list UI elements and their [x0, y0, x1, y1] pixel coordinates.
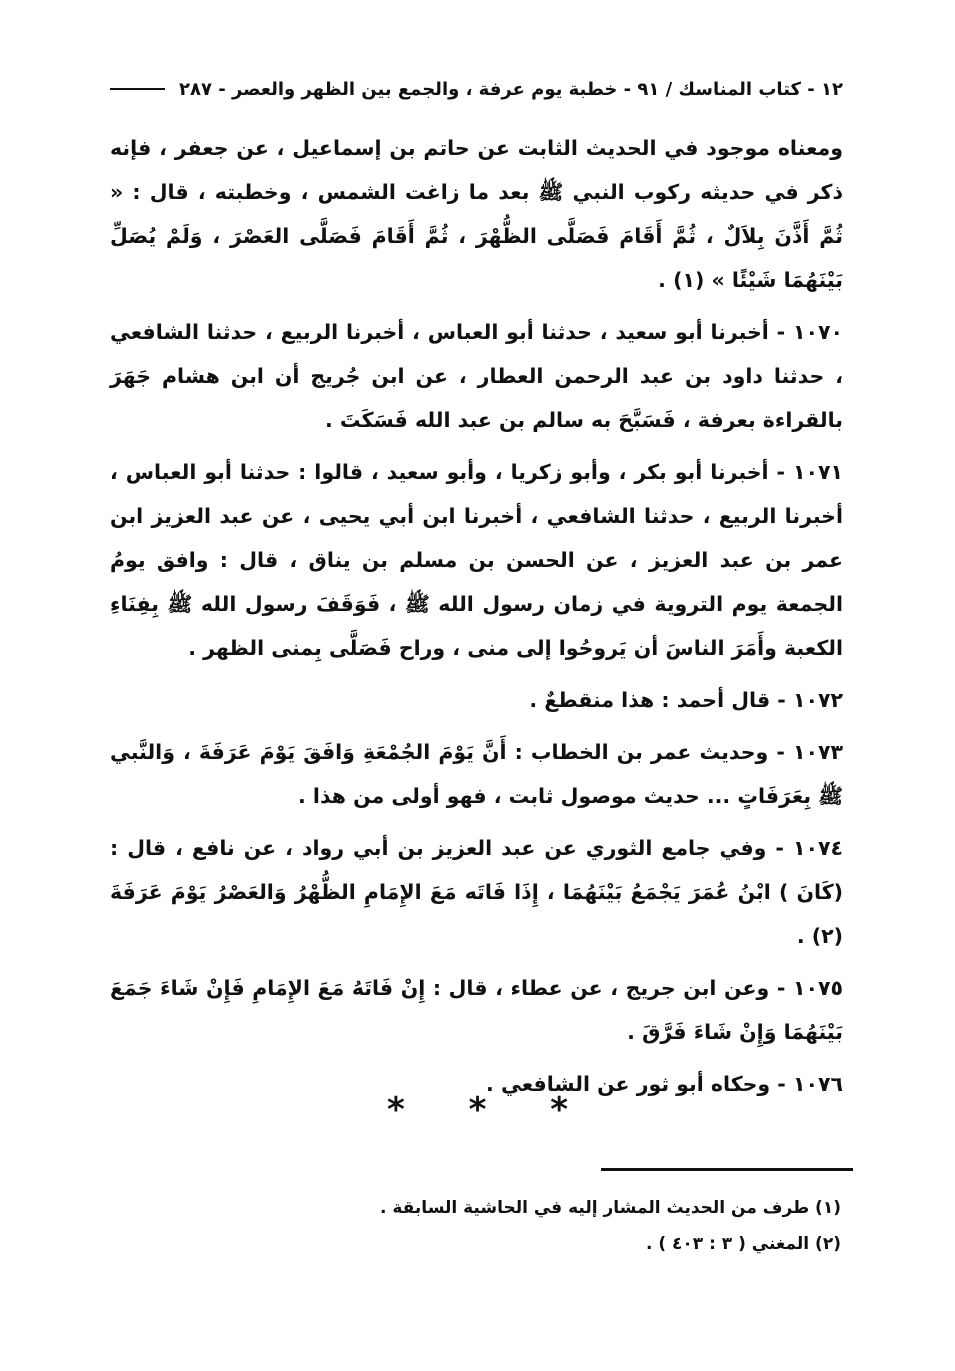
paragraph-1071 [110, 450, 843, 670]
paragraph-intro [110, 126, 843, 302]
paragraph-1070 [110, 310, 843, 442]
footnote-separator [601, 1168, 853, 1171]
paragraph-text: ومعناه موجود في الحديث الثابت عن حاتم بن إسماعيل ، عن جعفر ، فإنه ذكر في حديثه ركوب النبي ﷺ بعد ما زاغت الشمس ، وخطبته ، قال : « ثُمَّ أَذَّنَ بِلاَلٌ ، ثُمَّ أَقَامَ فَصَلَّى الظُّهْرَ ، ثُمَّ أَقَامَ فَصَلَّى العَصْرَ ، وَلَمْ يُصَلِّ بَيْنَهُمَا شَيْئًا » (١) . [110, 136, 843, 292]
section-ornament [0, 1090, 955, 1130]
paragraph-text: - وحكاه أبو ثور عن الشافعي . [486, 1072, 786, 1096]
paragraph-1072 [110, 678, 843, 722]
paragraph-text: - وفي جامع الثوري عن عبد العزيز بن أبي رواد ، عن نافع ، قال : (كَانَ ) ابْنُ عُمَرَ يَجْمَعُ بَيْنَهُمَا ، إِذَا فَاتَه مَعَ الإِمَامِ الظُّهْرُ وَالعَصْرُ يَوْمَ عَرَفَةَ (٢) . [110, 836, 843, 948]
paragraph-number: ١٠٧٠ [792, 320, 843, 344]
ornament-star: * [386, 1090, 405, 1130]
paragraph-1074 [110, 826, 843, 958]
paragraph-text: - قال أحمد : هذا منقطعٌ . [529, 688, 786, 712]
paragraph-number: ١٠٧٢ [792, 688, 843, 712]
paragraph-1075 [110, 966, 843, 1054]
paragraph-text: - أخبرنا أبو سعيد ، حدثنا أبو العباس ، أخبرنا الربيع ، حدثنا الشافعي ، حدثنا داود بن عبد الرحمن العطار ، عن ابن جُريج أن ابن هشام جَهَرَ بالقراءة بعرفة ، فَسَبَّحَ به سالم بن عبد الله فَسَكَتَ . [110, 320, 843, 432]
header-rule [110, 88, 165, 90]
paragraph-text: - وعن ابن جريج ، عن عطاء ، قال : إِنْ فَاتَهُ مَعَ الإِمَامِ فَإِنْ شَاءَ جَمَعَ بَيْنَهُمَا وَإِنْ شَاءَ فَرَّقَ . [110, 976, 843, 1044]
paragraph-number: ١٠٧٦ [792, 1072, 843, 1096]
paragraph-1073 [110, 730, 843, 818]
paragraph-number: ١٠٧٤ [792, 836, 843, 860]
paragraph-text: - وحديث عمر بن الخطاب : أَنَّ يَوْمَ الجُمْعَةِ وَافَقَ يَوْمَ عَرَفَةَ ، وَالنَّبي ﷺ بِعَرَفَاتٍ ... حديث موصول ثابت ، فهو أولى من هذا . [110, 740, 843, 808]
footnotes [110, 1190, 841, 1262]
ornament-star: * [550, 1090, 569, 1130]
main-text [110, 126, 843, 1114]
footnote-1: (١) طرف من الحديث المشار إليه في الحاشية السابقة . [380, 1198, 841, 1218]
running-title: ١٢ - كتاب المناسك / ٩١ - خطبة يوم عرفة ، والجمع بين الظهر والعصر - ٢٨٧ [179, 78, 843, 100]
running-header [110, 72, 843, 106]
paragraph-number: ١٠٧٣ [792, 740, 844, 764]
paragraph-number: ١٠٧٥ [792, 976, 843, 1000]
ornament-star: * [468, 1090, 487, 1130]
paragraph-text: - أخبرنا أبو بكر ، وأبو زكريا ، وأبو سعيد ، قالوا : حدثنا أبو العباس ، أخبرنا الربيع ، حدثنا الشافعي ، أخبرنا ابن أبي يحيى ، عن عبد العزيز ابن عمر بن عبد العزيز ، عن الحسن بن مسلم بن يناق ، قال : وافق يومُ الجمعة يوم التروية في زمان رسول الله ﷺ ، فَوَقَفَ رسول الله ﷺ بِفِنَاءِ الكعبة وأَمَرَ الناسَ أن يَروحُوا إلى منى ، وراح فَصَلَّى بِمنى الظهر . [110, 460, 843, 660]
paragraph-number: ١٠٧١ [792, 460, 843, 484]
footnote-2: (٢) المغني ( ٣ : ٤٠٣ ) . [645, 1234, 841, 1254]
